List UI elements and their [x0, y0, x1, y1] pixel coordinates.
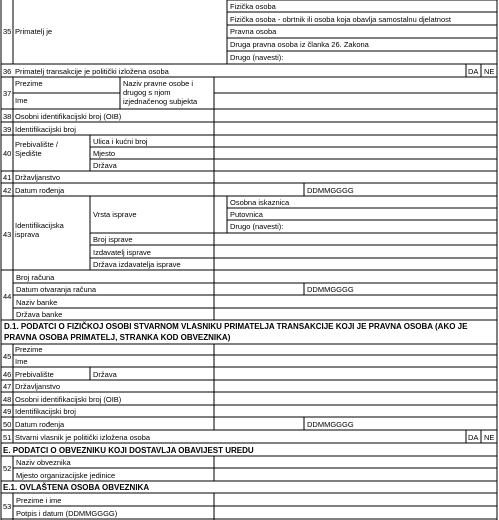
owner-pep-no[interactable]: NE [484, 433, 495, 442]
city-label: Mjesto [93, 149, 116, 158]
owner-surname-input-cell[interactable] [214, 344, 497, 355]
section-number-38: 38 [3, 112, 12, 121]
owner-oib-input-cell[interactable] [214, 392, 497, 405]
section-e-heading: E. PODATCI O OBVEZNIKU KOJI DOSTAVLJA OBAVIJEST UREDU [3, 446, 254, 455]
officer-name-input-cell[interactable] [214, 493, 497, 506]
officer-name-label: Prezime i ime [16, 496, 62, 505]
option-other-legal-person[interactable]: Druga pravna osoba iz članka 26. Zakona [230, 40, 369, 49]
owner-surname-label: Prezime [15, 345, 43, 354]
option-craftsman[interactable]: Fizička osoba - obrtnik ili osoba koja obavlja samostalnu djelatnost [230, 15, 451, 24]
id-number-input-cell[interactable] [214, 122, 497, 135]
bank-country-input-cell[interactable] [214, 308, 497, 320]
input-cells [214, 93, 497, 519]
citizenship-label: Državljanstvo [15, 173, 61, 182]
owner-pep-label: Stvarni vlasnik je politički izložena osoba [15, 433, 151, 442]
section-number-51: 51 [3, 433, 12, 442]
bank-name-input-cell[interactable] [214, 295, 497, 308]
document-issuer-label: Izdavatelj isprave [93, 248, 151, 257]
issuer-country-label: Država izdavatelja isprave [93, 260, 181, 269]
obligor-name-input-cell[interactable] [214, 456, 497, 468]
id-document-label: Identifikacijska isprava [15, 221, 64, 239]
birth-date-label: Datum rođenja [15, 186, 65, 195]
section-number-36: 36 [3, 67, 12, 76]
owner-birth-date-label: Datum rođenja [15, 420, 65, 429]
owner-residence-label: Prebivalište [15, 370, 54, 379]
option-other-document[interactable]: Drugo (navesti): [230, 222, 284, 231]
first-name-label: Ime [15, 96, 28, 105]
document-number-label: Broj isprave [93, 235, 133, 244]
pep-recipient-yes[interactable]: DA [468, 67, 479, 76]
residence-label-box [14, 140, 90, 168]
option-passport[interactable]: Putovnica [230, 210, 263, 219]
owner-citizenship-input-cell[interactable] [214, 380, 497, 392]
section-number-41: 41 [3, 173, 12, 182]
id-document-label-box [14, 221, 90, 249]
bank-country-label: Država banke [16, 310, 63, 319]
section-number-40: 40 [3, 149, 12, 158]
id-number-label: Identifikacijski broj [15, 125, 76, 134]
section-d1-heading: D.1. PODATCI O FIZIČKOJ OSOBI STVARNOM VLASNIKU PRIMATELJA TRANSAKCIJE KOJI JE PRAVNA OSOBA (AKO JE PRAVNA OSOBA PRIMATELJ, STRANKA KOD OBVEZNIKA) [4, 322, 468, 342]
country-input-cell[interactable] [214, 159, 497, 171]
section-number-53: 53 [3, 502, 12, 511]
owner-country-label: Država [93, 370, 117, 379]
citizenship-input-cell[interactable] [214, 171, 497, 183]
officer-signature-label: Potpis i datum (DDMMGGGG) [16, 509, 118, 518]
oib-label: Osobni identifikacijski broj (OIB) [15, 112, 122, 121]
bank-name-label: Naziv banke [16, 298, 58, 307]
legal-entity-name-label-box [121, 79, 213, 107]
section-number-49: 49 [3, 407, 12, 416]
section-number-46: 46 [3, 370, 12, 379]
section-number-37: 37 [3, 89, 12, 98]
country-label: Država [93, 161, 117, 170]
owner-name-label: Ime [15, 357, 28, 366]
option-id-card[interactable]: Osobna iskaznica [230, 198, 290, 207]
section-number-43: 43 [3, 230, 12, 239]
document-issuer-input-cell[interactable] [214, 245, 497, 258]
birth-date-input-cell[interactable] [214, 183, 304, 196]
residence-label: Prebivalište / Sjedište [15, 140, 58, 158]
account-number-label: Broj računa [16, 273, 55, 282]
owner-id-number-input-cell[interactable] [214, 405, 497, 417]
city-input-cell[interactable] [214, 147, 497, 159]
owner-pep-yes[interactable]: DA [468, 433, 479, 442]
issuer-country-input-cell[interactable] [214, 258, 497, 270]
option-natural-person[interactable]: Fizička osoba [230, 2, 276, 11]
section-number-45: 45 [3, 352, 12, 361]
account-open-date-input-cell[interactable] [214, 283, 304, 295]
option-legal-person[interactable]: Pravna osoba [230, 27, 277, 36]
obligor-unit-input-cell[interactable] [214, 468, 497, 481]
birth-date-format: DDMMGGGG [307, 186, 354, 195]
owner-id-number-label: Identifikacijski broj [15, 407, 76, 416]
section-number-42: 42 [3, 186, 12, 195]
legal-entity-name-label: Naziv pravne osobe i drugog s njom izjednačenog subjekta [123, 79, 198, 106]
section-number-48: 48 [3, 395, 12, 404]
section-e1-heading: E.1. OVLAŠTENA OSOBA OBVEZNIKA [3, 483, 150, 492]
owner-birth-date-format: DDMMGGGG [307, 420, 354, 429]
account-number-input-cell[interactable] [214, 270, 497, 283]
obligor-unit-label: Mjesto organizacijske jedinice [16, 471, 116, 480]
owner-citizenship-label: Državljanstvo [15, 382, 61, 391]
obligor-name-label: Naziv obveznika [16, 458, 71, 467]
section-number-50: 50 [3, 420, 12, 429]
pep-recipient-label: Primatelj transakcije je politički izložena osoba [15, 67, 169, 76]
name-input-cell[interactable] [214, 93, 497, 109]
section-number-35: 35 [3, 27, 12, 36]
section-number-39: 39 [3, 125, 12, 134]
section-number-52: 52 [3, 464, 12, 473]
recipient-is-label: Primatelj je [15, 27, 53, 36]
account-open-date-label: Datum otvaranja računa [16, 285, 97, 294]
owner-birth-date-input-cell[interactable] [214, 417, 304, 430]
pep-recipient-no[interactable]: NE [484, 67, 495, 76]
document-type-label: Vrsta isprave [93, 210, 137, 219]
section-number-47: 47 [3, 382, 12, 391]
document-number-input-cell[interactable] [214, 233, 497, 245]
account-open-date-format: DDMMGGGG [307, 285, 354, 294]
officer-signature-input-cell[interactable] [214, 506, 497, 519]
owner-name-input-cell[interactable] [214, 355, 497, 367]
section-number-44: 44 [3, 292, 12, 301]
oib-input-cell[interactable] [214, 109, 497, 122]
street-input-cell[interactable] [214, 135, 497, 147]
owner-oib-label: Osobni identifikacijski broj (OIB) [15, 395, 122, 404]
option-other-specify[interactable]: Drugo (navesti): [230, 53, 284, 62]
owner-residence-input-cell[interactable] [214, 367, 497, 380]
section-d1-heading-box [2, 321, 496, 344]
street-label: Ulica i kućni broj [93, 137, 148, 146]
surname-label: Prezime [15, 79, 43, 88]
